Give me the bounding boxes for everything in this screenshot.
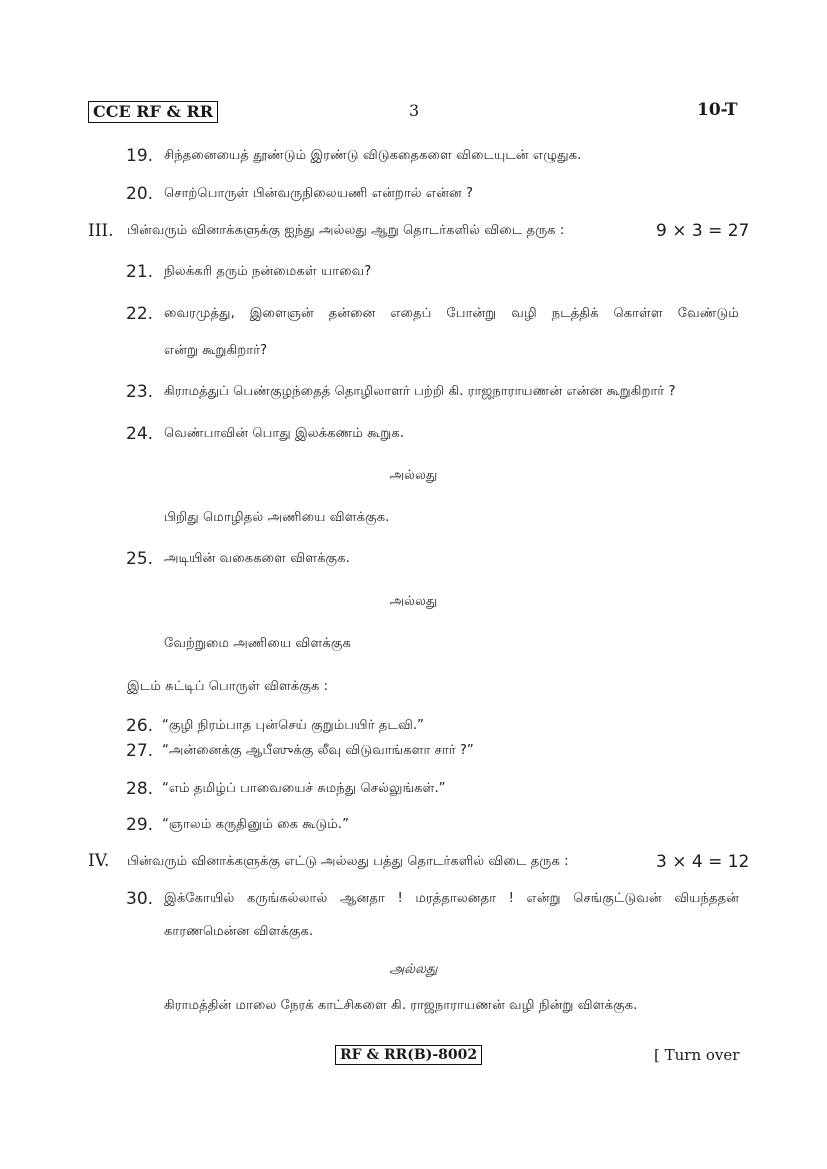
- question-number: 22.: [126, 304, 154, 324]
- word: கொள்ள: [613, 306, 663, 321]
- word: இளைஞன்: [249, 306, 314, 321]
- page-number: 3: [409, 101, 420, 120]
- question-number: 23.: [126, 382, 154, 402]
- word: வைரமுத்து,: [164, 306, 235, 321]
- alternative-question-text: கிராமத்தின் மாலை நேரக் காட்சிகளை கி. ராஜநாராயணன் வழி நின்று விளக்குக.: [164, 998, 638, 1013]
- section-marks: 9 × 3 = 27: [656, 221, 750, 241]
- paper-code-box: CCE RF & RR: [88, 101, 218, 123]
- word: ஆனதா: [339, 891, 385, 906]
- turn-over-label: [ Turn over: [654, 1046, 740, 1064]
- or-separator: அல்லது: [389, 594, 438, 609]
- question-text: சொற்பொருள் பின்வருநிலையணி என்றால் என்ன ?: [164, 186, 473, 201]
- question-number: 19.: [126, 146, 154, 166]
- question-text-continued: காரணமென்ன விளக்குக.: [164, 924, 314, 939]
- or-separator: அல்லது: [389, 468, 438, 483]
- question-text: சிந்தனையைத் தூண்டும் இரண்டு விடுகதைகளை விடையுடன் எழுதுக.: [164, 148, 582, 163]
- question-text: கிராமத்துப் பெண்குழந்தைத் தொழிலாளர் பற்றி கி. ராஜநாராயணன் என்ன கூறுகிறார் ?: [164, 384, 676, 399]
- section-marks: 3 × 4 = 12: [656, 852, 750, 872]
- alternative-question-text: வேற்றுமை அணியை விளக்குக: [164, 636, 351, 651]
- question-number: 27.: [126, 741, 154, 761]
- question-text: “குழி நிரம்பாத புன்செய் குறும்பயிர் தடவி.”: [162, 718, 424, 733]
- word: !: [508, 891, 514, 906]
- question-number: 29.: [126, 815, 154, 835]
- word: வேண்டும்: [677, 306, 739, 321]
- word: இக்கோயில்: [164, 891, 235, 906]
- section-number: III.: [88, 221, 114, 241]
- section-number: IV.: [88, 851, 110, 871]
- question-text: அடியின் வகைகளை விளக்குக.: [164, 551, 350, 566]
- question-number: 20.: [126, 184, 154, 204]
- word: கருங்கல்லால்: [247, 891, 328, 906]
- word: வழி: [511, 306, 537, 321]
- word: நடத்திக்: [551, 306, 599, 321]
- question-number: 26.: [126, 716, 154, 736]
- word: !: [397, 891, 403, 906]
- question-text-justified: [164, 891, 739, 907]
- question-text: “அன்னைக்கு ஆபீஸுக்கு லீவு விடுவாங்களா சார் ?”: [162, 743, 474, 758]
- alternative-question-text: பிறிது மொழிதல் அணியை விளக்குக.: [164, 510, 390, 525]
- question-text: நிலக்கரி தரும் நன்மைகள் யாவை?: [164, 264, 372, 279]
- question-number: 21.: [126, 262, 154, 282]
- word: எதைப்: [390, 306, 432, 321]
- question-text-continued: என்று கூறுகிறார்?: [164, 343, 268, 358]
- word: தன்னை: [328, 306, 376, 321]
- question-number: 25.: [126, 549, 154, 569]
- question-text: “ஞாலம் கருதினும் கை கூடும்.”: [162, 817, 349, 832]
- question-number: 28.: [126, 779, 154, 799]
- word: போன்று: [446, 306, 497, 321]
- word: செங்குட்டுவன்: [573, 891, 662, 906]
- question-text: வெண்பாவின் பொது இலக்கணம் கூறுக.: [164, 426, 405, 441]
- section-instruction: பின்வரும் வினாக்களுக்கு எட்டு அல்லது பத்து தொடர்களில் விடை தருக :: [127, 854, 569, 869]
- section-instruction: பின்வரும் வினாக்களுக்கு ஐந்து அல்லது ஆறு தொடர்களில் விடை தருக :: [127, 223, 565, 238]
- context-instruction: இடம் சுட்டிப் பொருள் விளக்குக :: [127, 679, 329, 694]
- footer-paper-code-box: RF & RR(B)-8002: [335, 1045, 482, 1065]
- or-separator: அல்லது: [389, 962, 438, 977]
- word: என்று: [526, 891, 561, 906]
- question-text-justified: [164, 306, 739, 322]
- word: மரத்தாலனதா: [415, 891, 497, 906]
- question-text: “எம் தமிழ்ப் பாவையைச் சுமந்து செல்லுங்கள்.”: [162, 781, 446, 796]
- word: வியந்ததன்: [674, 891, 739, 906]
- paper-id: 10-T: [697, 100, 738, 120]
- question-number: 30.: [126, 889, 154, 909]
- question-number: 24.: [126, 424, 154, 444]
